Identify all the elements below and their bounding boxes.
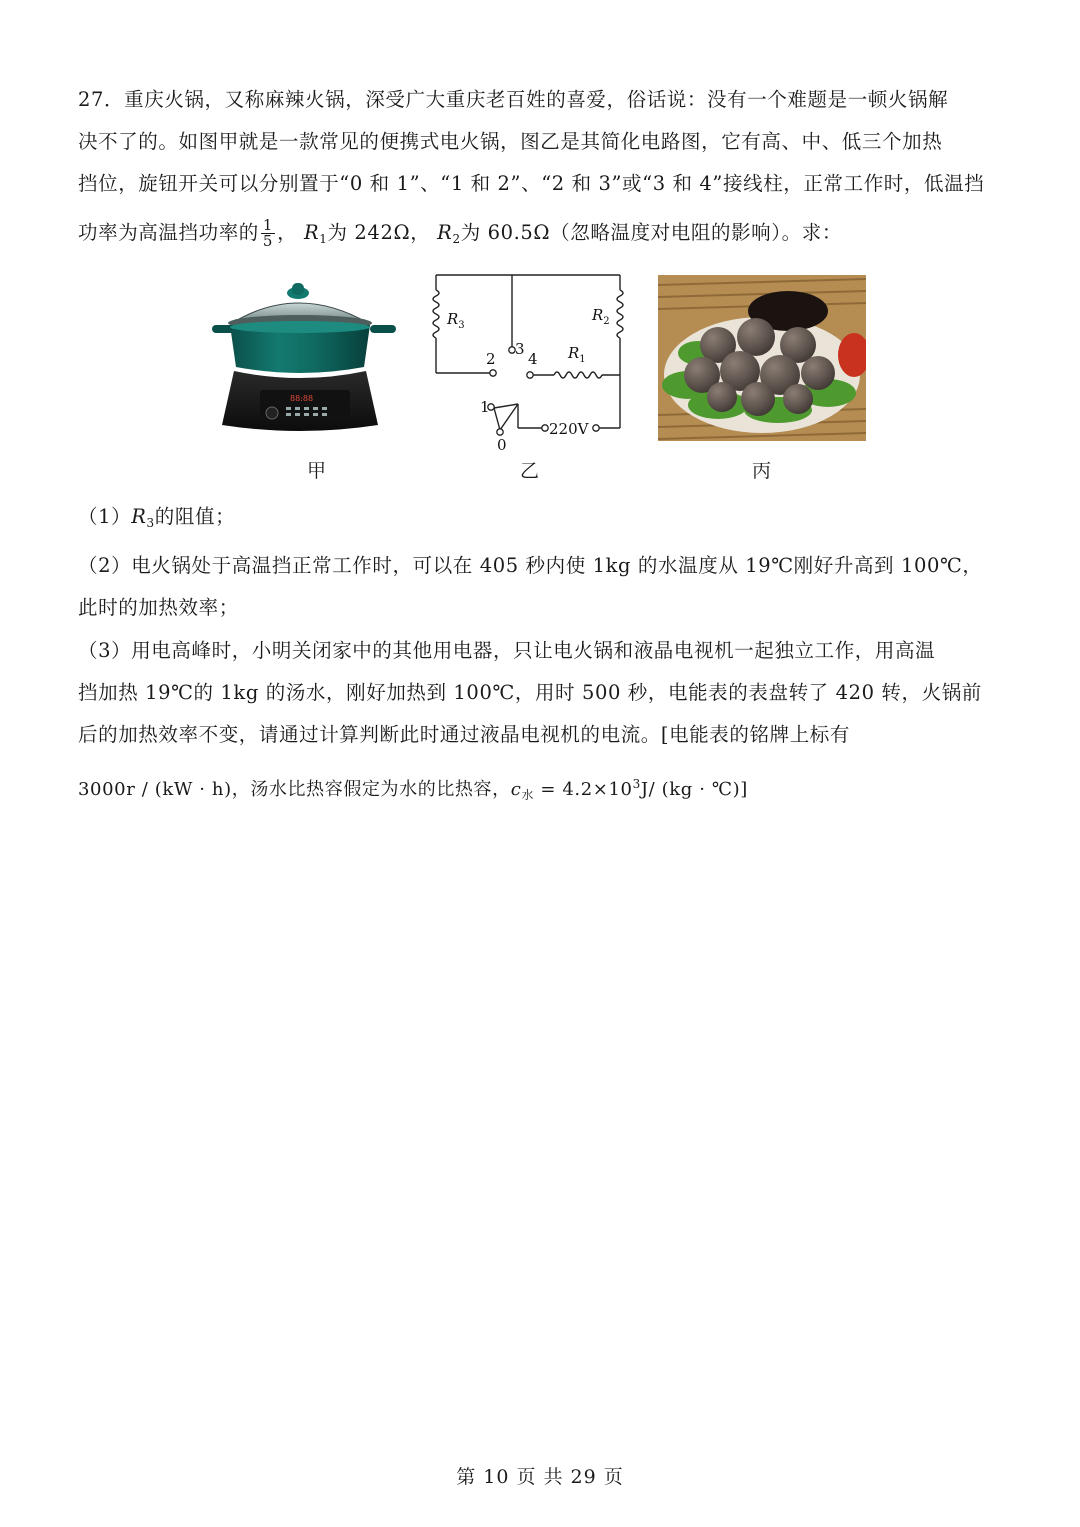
question-line-3: 挡位，旋钮开关可以分别置于“0 和 1”、“1 和 2”、“2 和 3”或“3 和 4”接线柱，正常工作时，低温挡 (78, 172, 985, 195)
supply-left-dot (542, 425, 548, 431)
fraction-numerator: 1 (262, 216, 274, 234)
part-1-text: 的阻值； (154, 505, 236, 528)
part-3-line-3: 后的加热效率不变，请通过计算判断此时通过液晶电视机的电流。[电能表的铭牌上标有 (78, 723, 851, 746)
terminal-0-dot (497, 429, 503, 435)
question-line-4-text-b: ， (277, 221, 298, 244)
circuit-diagram (430, 270, 640, 455)
specific-heat-symbol: $c_水$ (510, 779, 535, 802)
electric-hot-pot-image (210, 275, 400, 445)
terminal-4-dot (527, 372, 533, 378)
terminal-2-dot (490, 370, 496, 376)
figure-caption-bing: 丙 (752, 460, 772, 482)
fraction-denominator: 5 (262, 232, 274, 250)
part-2-line-1: （2）电火锅处于高温挡正常工作时，可以在 405 秒内使 1kg 的水温度从 19℃刚好升高到 100℃， (78, 554, 983, 577)
part-3-line-4-text-a: 3000r / (kW · h)，汤水比热容假定为水的比热容， (78, 779, 511, 800)
page-number: 第 10 页 共 29 页 (456, 1466, 624, 1488)
question-line-4-text-a: 功率为高温挡功率的 (78, 221, 259, 244)
question-line-4 (78, 218, 842, 253)
supply-voltage-label: 220V (549, 420, 589, 438)
pot-display-readout: 88:88 (290, 394, 314, 403)
terminal-0-label: 0 (497, 436, 507, 454)
terminal-1-label: 1 (480, 398, 490, 416)
figure-caption-yi: 乙 (520, 460, 540, 482)
r2-label: $R_2$ (592, 306, 610, 327)
r3-symbol: $R_3$ (131, 505, 155, 530)
question-line-1: 27．重庆火锅，又称麻辣火锅，深受广大重庆老百姓的喜爱，俗话说：没有一个难题是一顿火锅解 (78, 88, 949, 111)
part-3-line-4 (78, 770, 748, 809)
terminal-2-label: 2 (486, 350, 496, 368)
question-line-4-text-d: 为 60.5Ω（忽略温度对电阻的影响）。求： (460, 221, 842, 244)
r3-label: $R_3$ (447, 310, 465, 331)
part-3-line-4-text-c: J/ (kg · ℃)] (640, 779, 748, 800)
terminal-4-label: 4 (528, 350, 538, 368)
part-3-line-2: 挡加热 19℃的 1kg 的汤水，刚好加热到 100℃，用时 500 秒，电能表的表盘转了 420 转，火锅前 (78, 681, 982, 704)
figure-caption-jia: 甲 (307, 460, 327, 482)
supply-right-dot (593, 425, 599, 431)
part-1-number: （1） (78, 505, 132, 528)
r1-symbol: $R_1$ (303, 221, 328, 246)
part-2-line-2: 此时的加热效率； (78, 596, 239, 619)
fraction-one-fifth (261, 218, 275, 249)
question-line-2: 决不了的。如图甲就是一款常见的便携式电火锅，图乙是其简化电路图，它有高、中、低三个加热 (78, 130, 943, 153)
r2-symbol: $R_2$ (437, 221, 461, 246)
terminal-3-label: 3 (515, 340, 525, 358)
part-3-line-4-text-b: = 4.2×10 (534, 779, 633, 800)
part-3-line-1: （3）用电高峰时，小明关闭家中的其他用电器，只让电火锅和液晶电视机一起独立工作，用高温 (78, 639, 936, 662)
part-1 (78, 503, 235, 537)
exponent: 3 (632, 777, 641, 791)
question-line-4-text-c: 为 242Ω， (327, 221, 431, 244)
r1-label: $R_1$ (568, 344, 586, 365)
meatballs-photo (658, 275, 866, 441)
